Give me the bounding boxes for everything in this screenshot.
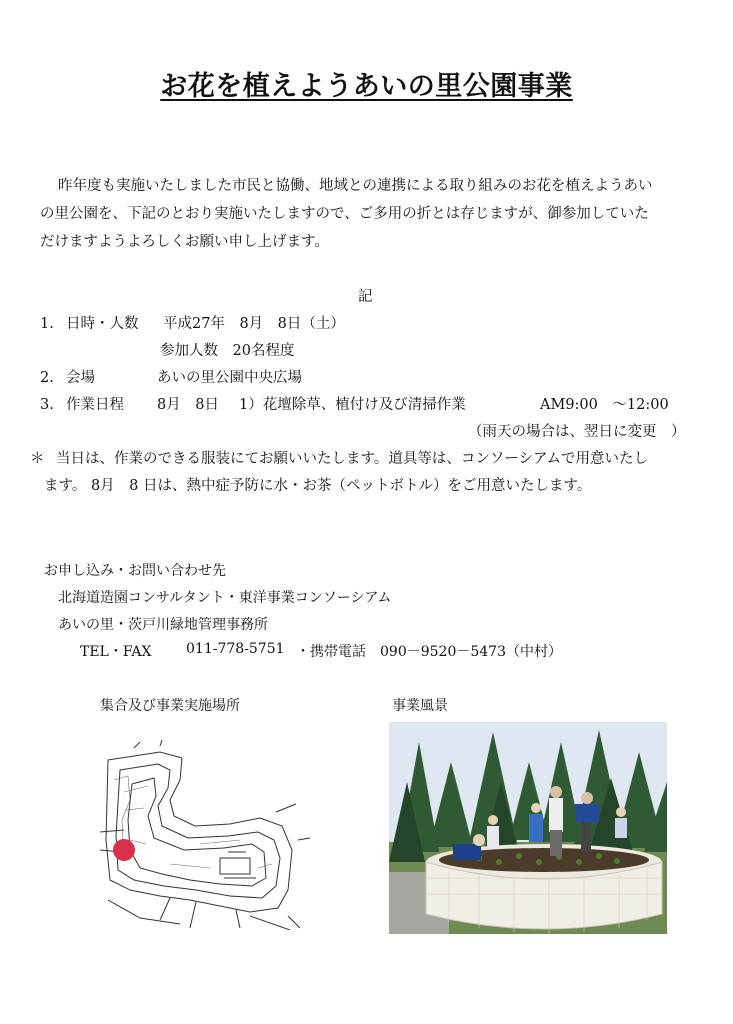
item-2-number: 2. bbox=[40, 370, 54, 386]
item-2-venue: あいの里公園中央広場 bbox=[157, 370, 302, 386]
activity-photo bbox=[389, 722, 667, 934]
item-3-rain-note: （雨天の場合は、翌日に変更 ） bbox=[468, 424, 686, 440]
item-1-label: 日時・人数 bbox=[66, 316, 139, 332]
contact-org-1: 北海道造園コンサルタント・東洋事業コンソーシアム bbox=[58, 590, 392, 606]
photo-caption: 事業風景 bbox=[392, 698, 448, 714]
item-3-label: 作業日程 bbox=[66, 397, 124, 413]
ki-heading: 記 bbox=[358, 289, 373, 305]
intro-line-3: だけますようよろしくお願い申し上げます。 bbox=[40, 234, 329, 250]
note-line-2: ます。 8月 8 日は、熱中症予防に水・お茶（ペットボトル）をご用意いたします。 bbox=[44, 478, 592, 494]
item-3-task: 1）花壇除草、植付け及び清掃作業 bbox=[239, 397, 466, 413]
item-3-number: 3. bbox=[40, 397, 54, 413]
intro-line-1: 昨年度も実施いたしました市民と協働、地域との連携による取り組みのお花を植えようあい bbox=[58, 178, 653, 194]
contact-org-2: あいの里・茨戸川緑地管理事務所 bbox=[58, 617, 268, 633]
map-caption: 集合及び事業実施場所 bbox=[100, 698, 240, 714]
item-1-datetime: 平成27年 8月 8日（土） bbox=[163, 316, 345, 332]
note-line-1: 当日は、作業のできる服装にてお願いいたします。道具等は、コンソーシアムで用意いたし bbox=[56, 451, 649, 467]
item-1-number: 1. bbox=[40, 316, 54, 332]
item-3-time: AM9:00 ～12:00 bbox=[540, 397, 669, 413]
item-1-participants: 参加人数 20名程度 bbox=[160, 343, 295, 359]
location-marker bbox=[113, 839, 135, 861]
park-map bbox=[100, 740, 310, 930]
item-3-date: 8月 8日 bbox=[157, 397, 219, 413]
contact-heading: お申し込み・お問い合わせ先 bbox=[44, 563, 226, 579]
intro-line-2: の里公園を、下記のとおり実施いたしますので、ご多用の折とは存じますが、御参加していた bbox=[40, 206, 649, 222]
page-title: お花を植えようあいの里公園事業 bbox=[160, 71, 573, 102]
note-mark: ＊ bbox=[30, 451, 45, 467]
contact-mobile: ・携帯電話 090－9520－5473（中村） bbox=[296, 644, 562, 660]
contact-tel: 011-778-5751 bbox=[186, 641, 285, 657]
item-2-label: 会場 bbox=[66, 370, 95, 386]
contact-tel-label: TEL・FAX bbox=[80, 644, 152, 660]
